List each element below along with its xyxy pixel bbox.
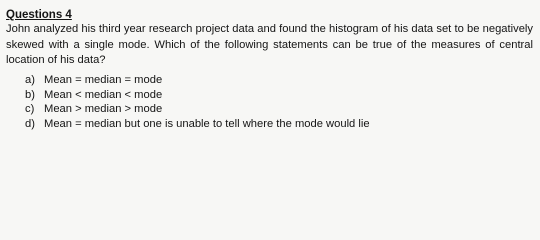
option-letter: a) (25, 74, 35, 86)
question-title: Questions 4 (6, 9, 72, 21)
option-letter: b) (25, 88, 35, 101)
answer-options (25, 73, 370, 131)
option-text: Mean = median = mode (44, 74, 163, 86)
option-a (25, 73, 370, 88)
option-text: Mean = median but one is unable to tell where the mode would lie (44, 117, 370, 130)
option-text: Mean > median > mode (44, 103, 163, 115)
question-text: John analyzed his third year research project data and found the histogram of his data set to be negatively skewed with a single mode. Which of the following statements can be true of the measures of central location of his data? (6, 23, 533, 66)
option-d (25, 117, 370, 132)
option-text: Mean < median < mode (44, 88, 163, 101)
option-letter: c) (25, 103, 35, 115)
option-letter: d) (25, 117, 35, 130)
option-c (25, 102, 370, 117)
option-b (25, 88, 370, 103)
